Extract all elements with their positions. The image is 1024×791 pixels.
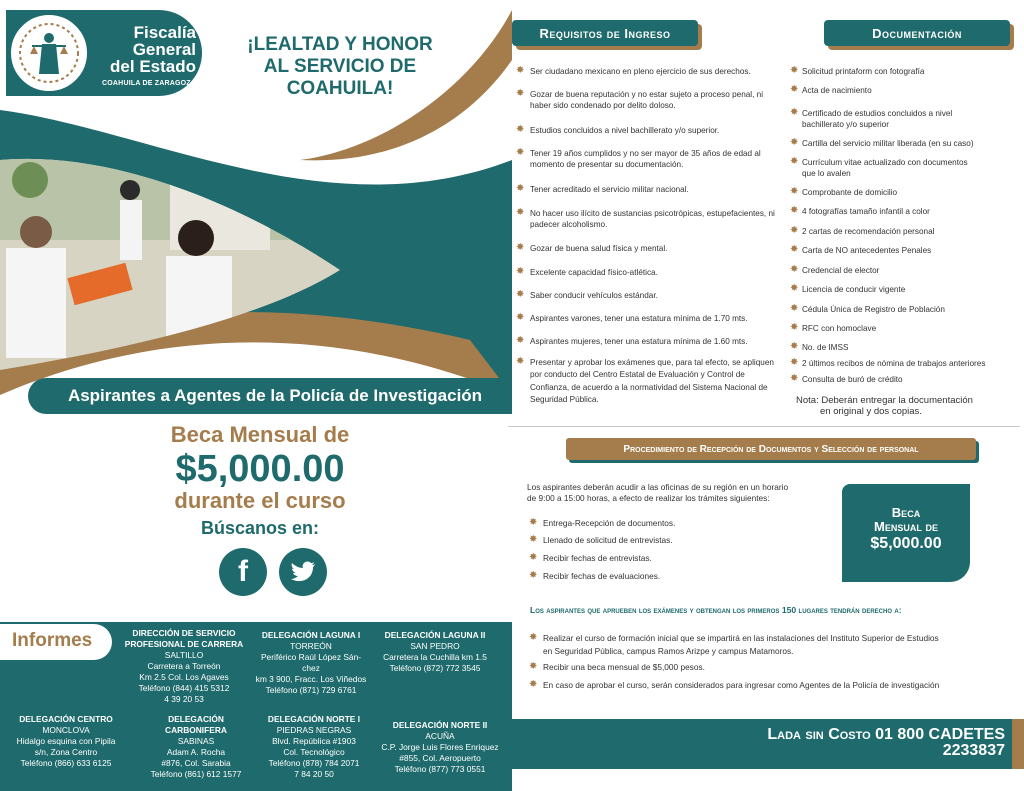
documento-item: ✸ Comprobante de domicilio [790, 186, 898, 197]
star-bullet-icon: ✸ [790, 341, 799, 352]
documentacion-title: Documentación [824, 20, 1010, 46]
star-bullet-icon: ✸ [529, 570, 538, 581]
star-bullet-icon: ✸ [529, 552, 538, 563]
office-line: Blvd. República #1903 [272, 736, 356, 746]
office-city: SALTILLO [164, 650, 204, 660]
twitter-bird-icon [290, 561, 316, 583]
documento-item: ✸ Acta de nacimiento [790, 84, 872, 95]
office-monclova [8, 714, 124, 769]
star-bullet-icon: ✸ [790, 205, 799, 216]
requisito-item: ✸ Tener acreditado el servicio militar nacional. [516, 183, 689, 194]
documento-item: ✸ Cédula Única de Registro de Población [790, 303, 945, 314]
office-line: Teléfono (878) 784 2071 [268, 758, 360, 768]
documento-item: ✸ Licencia de conducir vigente [790, 283, 906, 294]
office-line: s/n, Zona Centro [34, 747, 98, 757]
star-bullet-icon: ✸ [516, 147, 525, 158]
office-line: Adam A. Rocha [166, 747, 226, 757]
office-line: Teléfono (877) 773 0551 [394, 764, 486, 774]
beca-box-amount: $5,000.00 [870, 535, 942, 552]
star-bullet-icon: ✸ [529, 661, 538, 672]
office-line: Teléfono (872) 772 3545 [389, 663, 481, 673]
requisito-item: ✸ Gozar de buena salud física y mental. [516, 242, 668, 253]
office-city: SABINAS [177, 736, 215, 746]
office-piedras-negras [260, 714, 368, 780]
star-bullet-icon: ✸ [516, 65, 525, 76]
star-bullet-icon: ✸ [516, 207, 525, 218]
procedimiento-step: ✸ Llenado de solicitud de entrevistas. [529, 534, 673, 545]
star-bullet-icon: ✸ [790, 322, 799, 333]
requisito-item: ✸ Aspirantes mujeres, tener una estatura mínima de 1.60 mts. [516, 335, 748, 346]
office-line: 7 84 20 50 [294, 769, 334, 779]
beneficio-item: ✸ Recibir una beca mensual de $5,000 pesos. [529, 661, 705, 672]
star-bullet-icon: ✸ [516, 242, 525, 253]
star-bullet-icon: ✸ [790, 225, 799, 236]
office-line: 4 39 20 53 [164, 694, 204, 704]
beneficios-heading: Los aspirantes que aprueben los exámenes y obtengan los primeros 150 lugares tendrán derecho a: [530, 605, 902, 615]
requisito-item: ✸ Ser ciudadano mexicano en pleno ejercicio de sus derechos. [516, 65, 751, 76]
star-bullet-icon: ✸ [529, 517, 538, 528]
banner-title: Aspirantes a Agentes de la Policía de Investigación [67, 386, 483, 405]
star-bullet-icon: ✸ [516, 124, 525, 135]
office-title: DELEGACIÓN CARBONIFERA [165, 714, 227, 735]
office-saltillo [120, 628, 248, 705]
star-bullet-icon: ✸ [790, 156, 799, 167]
office-city: SAN PEDRO [410, 641, 460, 651]
procedimiento-step: ✸ Recibir fechas de evaluaciones. [529, 570, 661, 581]
office-sabinas [138, 714, 254, 780]
procedimiento-step: ✸ Entrega-Recepción de documentos. [529, 517, 676, 528]
requisito-item: ✸ No hacer uso ilícito de sustancias psicotrópicas, estupefacientes, ni padecer alcoholismo. [516, 207, 775, 229]
office-title: DIRECCIÓN DE SERVICIO PROFESIONAL DE CARRERA [124, 628, 244, 649]
star-bullet-icon: ✸ [790, 65, 799, 76]
office-line: #855, Col. Aeropuerto [399, 753, 481, 763]
office-title: DELEGACIÓN LAGUNA II [384, 630, 486, 640]
star-bullet-icon: ✸ [790, 373, 799, 384]
slogan: ¡LEALTAD Y HONOR AL SERVICIO DE COAHUILA! [247, 34, 433, 99]
star-bullet-icon: ✸ [790, 303, 799, 314]
star-bullet-icon: ✸ [790, 137, 799, 148]
office-line: Periférico Raúl López Sán- [260, 652, 362, 662]
documento-item: ✸ Carta de NO antecedentes Penales [790, 244, 932, 255]
documento-item: ✸ Consulta de buró de crédito [790, 373, 903, 384]
office-city: ACUÑA [425, 731, 455, 741]
documento-item: ✸ 4 fotografías tamaño infantil a color [790, 205, 930, 216]
office-title: DELEGACIÓN NORTE II [392, 720, 488, 730]
requisito-item: ✸ Estudios concluidos a nivel bachillerato y/o superior. [516, 124, 720, 135]
office-line: km 3 900, Fracc. Los Viñedos [255, 674, 367, 684]
beca-box [842, 484, 970, 582]
documento-item: ✸ Credencial de elector [790, 264, 880, 275]
office-line: Teléfono (871) 729 6761 [265, 685, 357, 695]
star-bullet-icon: ✸ [529, 534, 538, 545]
star-bullet-icon: ✸ [516, 312, 525, 323]
requisito-item: ✸ Gozar de buena reputación y no estar sujeto a proceso penal, ni haber sido condenado por delito doloso. [516, 88, 764, 110]
star-bullet-icon: ✸ [516, 88, 525, 99]
documento-item: ✸ 2 últimos recibos de nómina de trabajos anteriores [790, 357, 986, 368]
star-bullet-icon: ✸ [516, 335, 525, 346]
agents-photo [0, 120, 512, 390]
office-line: Teléfono (866) 633 6125 [20, 758, 112, 768]
procedimiento-title: Procedimiento de Recepción de Documentos y Selección de personal [566, 438, 976, 460]
office-title: DELEGACIÓN LAGUNA I [261, 630, 361, 640]
requisito-item: ✸ Saber conducir vehículos estándar. [516, 289, 658, 300]
lada-sin-costo: Lada sin Costo 01 800 CADETES 2233837 [767, 726, 1005, 759]
office-line: Teléfono (844) 415 5312 [138, 683, 230, 693]
star-bullet-icon: ✸ [516, 356, 525, 367]
star-bullet-icon: ✸ [516, 266, 525, 277]
logo-region: COAHUILA DE ZARAGOZA [102, 80, 196, 87]
procedimiento-intro: Los aspirantes deberán acudir a las oficinas de su región en un horario de 9:00 a 15:00 horas, a efecto de realizar los trámites siguientes: [527, 482, 789, 503]
office-line: Hidalgo esquina con Pipila [16, 736, 116, 746]
documento-item: ✸ Solicitud printaform con fotografía [790, 65, 925, 76]
requisito-item: ✸ Presentar y aprobar los exámenes que, para tal efecto, se apliquen por conducto del Centro Estatal de Evaluación y Control de Confianza, de acuerdo a la normatividad del Sistema Nacional de Seguridad Pública. [516, 356, 774, 404]
requisito-item: ✸ Excelente capacidad físico-atlética. [516, 266, 658, 277]
office-san-pedro [376, 630, 494, 674]
office-line: #876, Col. Sarabia [161, 758, 231, 768]
documentacion-note: Nota: Deberán entregar la documentación en original y dos copias. [796, 395, 973, 417]
office-title: DELEGACIÓN CENTRO [19, 714, 113, 724]
office-torreon [252, 630, 370, 696]
beca-duration: durante el curso [174, 488, 346, 513]
office-line: Carretera la Cuchilla km 1.5 [383, 652, 487, 662]
facebook-icon[interactable]: f [219, 548, 267, 596]
office-title: DELEGACIÓN NORTE I [267, 714, 361, 724]
office-city: TORREÓN [290, 641, 332, 651]
documento-item: ✸ Currículum vitae actualizado con documentos que lo avalen [790, 156, 968, 178]
beca-box-line2: Mensual de [874, 519, 938, 534]
star-bullet-icon: ✸ [529, 679, 538, 690]
office-line: Km 2.5 Col. Los Agaves [139, 672, 229, 682]
office-line: Teléfono (861) 612 1577 [150, 769, 242, 779]
star-bullet-icon: ✸ [790, 283, 799, 294]
procedimiento-step: ✸ Recibir fechas de entrevistas. [529, 552, 652, 563]
office-acuna [376, 720, 504, 775]
requisitos-title: Requisitos de Ingreso [512, 20, 698, 46]
logo-emblem [8, 12, 90, 94]
documento-item: ✸ 2 cartas de recomendación personal [790, 225, 935, 236]
documento-item: ✸ No. de IMSS [790, 341, 849, 352]
office-city: PIEDRAS NEGRAS [276, 725, 352, 735]
requisito-item: ✸ Aspirantes varones, tener una estatura mínima de 1.70 mts. [516, 312, 748, 323]
beca-label: Beca Mensual de [170, 422, 350, 447]
star-bullet-icon: ✸ [516, 289, 525, 300]
star-bullet-icon: ✸ [790, 84, 799, 95]
office-line: chez [302, 663, 320, 673]
beneficio-item: ✸ Realizar el curso de formación inicial que se impartirá en las instalaciones del Instituto Superior de Estudios en Seguridad Pública, campus Ramos Arizpe y campus Matamoros. [529, 632, 939, 656]
documento-item: ✸ Certificado de estudios concluidos a nivel bachillerato y/o superior [790, 107, 953, 129]
office-line: C.P. Jorge Luis Flores Enriquez [381, 742, 499, 752]
star-bullet-icon: ✸ [790, 107, 799, 118]
star-bullet-icon: ✸ [529, 632, 538, 643]
informes-title: Informes [12, 630, 93, 651]
requisito-item: ✸ Tener 19 años cumplidos y no ser mayor de 35 años de edad al momento de presentar su documentación. [516, 147, 761, 169]
lada-bar-accent [1012, 719, 1024, 769]
office-line: Carretera a Torreón [147, 661, 221, 671]
beca-box-line1: Beca [891, 505, 921, 520]
documento-item: ✸ Cartilla del servicio militar liberada (en su caso) [790, 137, 974, 148]
buscanos-label: Búscanos en: [200, 518, 320, 538]
beneficio-item: ✸ En caso de aprobar el curso, serán considerados para ingresar como Agentes de la Policía de investigación [529, 679, 940, 690]
star-bullet-icon: ✸ [790, 264, 799, 275]
office-city: MONCLOVA [42, 725, 90, 735]
documento-item: ✸ RFC con homoclave [790, 322, 877, 333]
star-bullet-icon: ✸ [790, 186, 799, 197]
divider [508, 426, 1020, 427]
star-bullet-icon: ✸ [790, 357, 799, 368]
office-line: Col. Tecnológico [283, 747, 345, 757]
logo-title: Fiscalía General del Estado [110, 23, 196, 76]
beca-amount: $5,000.00 [175, 448, 345, 490]
star-bullet-icon: ✸ [790, 244, 799, 255]
star-bullet-icon: ✸ [516, 183, 525, 194]
twitter-icon[interactable] [279, 548, 327, 596]
justice-statue-icon [18, 22, 80, 84]
